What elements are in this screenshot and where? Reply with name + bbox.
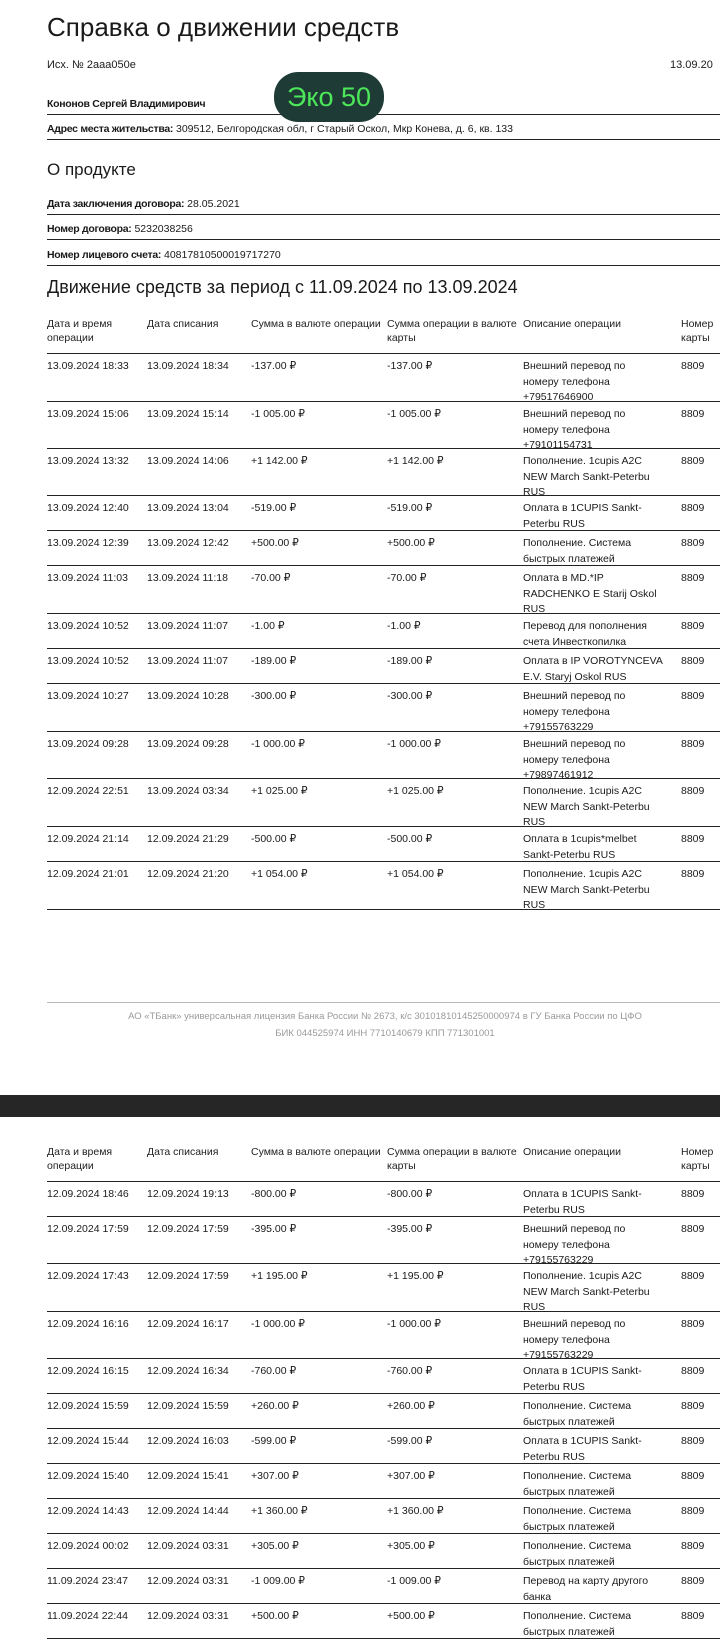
cell-amount-card: -395.00 ₽ — [387, 1223, 433, 1235]
table-row — [47, 684, 720, 732]
cell-amount-op: -1.00 ₽ — [251, 620, 285, 632]
cell-description: Внешний перевод по номеру телефона +79101154731 — [523, 408, 626, 451]
cell-card-number: 8809 — [681, 1270, 705, 1282]
overlay-badge: Эко 50 — [274, 72, 384, 122]
cell-amount-card: +500.00 ₽ — [387, 1610, 435, 1622]
cell-description: Пополнение. 1cupis A2C NEW March Sankt-Peterbu RUS — [523, 785, 650, 828]
table-row — [47, 1464, 720, 1499]
contract-number-value: 5232038256 — [134, 223, 193, 235]
cell-description: Пополнение. Система быстрых платежей — [523, 1540, 632, 1568]
table-row — [47, 449, 720, 496]
cell-card-number: 8809 — [681, 1400, 705, 1412]
cell-card-number: 8809 — [681, 572, 705, 584]
table-row — [47, 566, 720, 614]
cell-amount-card: +1 142.00 ₽ — [387, 455, 444, 467]
cell-op-datetime: 12.09.2024 21:14 — [47, 833, 129, 845]
table-row — [47, 1569, 720, 1604]
table-row — [47, 732, 720, 779]
cell-op-datetime: 13.09.2024 12:39 — [47, 537, 129, 549]
cell-op-datetime: 13.09.2024 09:28 — [47, 738, 129, 750]
contract-date-row — [47, 198, 720, 215]
cell-debit-date: 13.09.2024 09:28 — [147, 738, 229, 750]
table-header — [47, 317, 720, 354]
cell-op-datetime: 12.09.2024 16:16 — [47, 1318, 129, 1330]
cell-card-number: 8809 — [681, 1435, 705, 1447]
cell-card-number: 8809 — [681, 868, 705, 880]
cell-op-datetime: 13.09.2024 11:03 — [47, 572, 128, 584]
cell-op-datetime: 13.09.2024 10:52 — [47, 620, 129, 632]
account-value: 40817810500019717270 — [163, 249, 281, 261]
table-row — [47, 1429, 720, 1464]
cell-card-number: 8809 — [681, 1365, 705, 1377]
cell-description: Пополнение. 1cupis A2C NEW March Sankt-Peterbu RUS — [523, 455, 650, 498]
cell-amount-card: -189.00 ₽ — [387, 655, 433, 667]
cell-description: Оплата в IP VOROTYNCEVA E.V. Staryj Oskol RUS — [523, 655, 663, 683]
table-body — [47, 1182, 720, 1639]
cell-amount-card: +1 025.00 ₽ — [387, 785, 444, 797]
cell-card-number: 8809 — [681, 537, 705, 549]
table-row — [47, 1604, 720, 1639]
cell-description: Пополнение. Система быстрых платежей — [523, 537, 632, 565]
cell-debit-date: 12.09.2024 21:29 — [147, 833, 229, 845]
table-row — [47, 1264, 720, 1312]
table-row — [47, 649, 720, 684]
document-date: 13.09.20 — [670, 59, 713, 71]
table-row — [47, 354, 720, 402]
cell-op-datetime: 12.09.2024 00:02 — [47, 1540, 129, 1552]
transactions-table-continued — [47, 1145, 720, 1639]
header-op-datetime: Дата и время операции — [47, 318, 113, 344]
cell-debit-date: 13.09.2024 11:18 — [147, 572, 228, 584]
cell-amount-op: +1 195.00 ₽ — [251, 1270, 308, 1282]
cell-amount-op: -1 009.00 ₽ — [251, 1575, 305, 1587]
table-row — [47, 1217, 720, 1264]
header-amount-card: Сумма операции в валюте карты — [387, 318, 517, 344]
cell-op-datetime: 12.09.2024 15:40 — [47, 1470, 129, 1482]
cell-debit-date: 12.09.2024 03:31 — [147, 1575, 229, 1587]
cell-debit-date: 12.09.2024 16:17 — [147, 1318, 229, 1330]
cell-debit-date: 13.09.2024 15:14 — [147, 408, 229, 420]
cell-description: Пополнение. Система быстрых платежей — [523, 1400, 632, 1428]
cell-debit-date: 12.09.2024 15:41 — [147, 1470, 229, 1482]
cell-card-number: 8809 — [681, 1470, 705, 1482]
contract-date-label: Дата заключения договора: — [47, 198, 185, 210]
table-row — [47, 1534, 720, 1569]
cell-amount-op: -395.00 ₽ — [251, 1223, 297, 1235]
cell-amount-card: -760.00 ₽ — [387, 1365, 433, 1377]
cell-amount-card: +260.00 ₽ — [387, 1400, 435, 1412]
cell-description: Пополнение. Система быстрых платежей — [523, 1610, 632, 1638]
table-row — [47, 496, 720, 531]
cell-debit-date: 12.09.2024 17:59 — [147, 1270, 229, 1282]
cell-card-number: 8809 — [681, 785, 705, 797]
footer-line-1: АО «ТБанк» универсальная лицензия Банка России № 2673, к/с 30101810145250000974 в ГУ Банка России по ЦФО — [128, 1011, 642, 1022]
cell-op-datetime: 11.09.2024 22:44 — [47, 1610, 128, 1622]
product-section-title: О продукте — [47, 160, 136, 179]
header-description: Описание операции — [523, 318, 622, 330]
cell-card-number: 8809 — [681, 833, 705, 845]
cell-debit-date: 13.09.2024 03:34 — [147, 785, 229, 797]
cell-debit-date: 12.09.2024 14:44 — [147, 1505, 229, 1517]
account-number-row — [47, 249, 720, 266]
footer-divider — [47, 1002, 720, 1003]
cell-description: Оплата в 1CUPIS Sankt-Peterbu RUS — [523, 1365, 642, 1393]
cell-amount-op: -1 005.00 ₽ — [251, 408, 305, 420]
contract-number-row — [47, 223, 720, 240]
cell-op-datetime: 13.09.2024 13:32 — [47, 455, 129, 467]
cell-card-number: 8809 — [681, 502, 705, 514]
cell-debit-date: 12.09.2024 16:34 — [147, 1365, 229, 1377]
cell-op-datetime: 12.09.2024 21:01 — [47, 868, 129, 880]
cell-amount-card: -599.00 ₽ — [387, 1435, 433, 1447]
table-row — [47, 779, 720, 827]
cell-description: Оплата в 1CUPIS Sankt-Peterbu RUS — [523, 1188, 642, 1216]
cell-amount-card: -1 000.00 ₽ — [387, 1318, 441, 1330]
cell-debit-date: 13.09.2024 12:42 — [147, 537, 229, 549]
address-value: 309512, Белгородская обл, г Старый Оскол, Мкр Конева, д. 6, кв. 133 — [176, 123, 513, 135]
cell-description: Внешний перевод по номеру телефона +79155763229 — [523, 1223, 626, 1266]
table-header — [47, 1145, 720, 1182]
cell-amount-card: -519.00 ₽ — [387, 502, 433, 514]
cell-op-datetime: 13.09.2024 18:33 — [47, 360, 129, 372]
reference-number: Исх. № 2aaa050e — [47, 59, 136, 71]
cell-debit-date: 13.09.2024 10:28 — [147, 690, 229, 702]
cell-debit-date: 12.09.2024 03:31 — [147, 1610, 229, 1622]
cell-amount-op: +1 054.00 ₽ — [251, 868, 308, 880]
cell-amount-card: -1 000.00 ₽ — [387, 738, 441, 750]
cell-amount-op: -519.00 ₽ — [251, 502, 297, 514]
header-description: Описание операции — [523, 1146, 622, 1158]
cell-amount-op: +1 025.00 ₽ — [251, 785, 308, 797]
cell-description: Оплата в MD.*IP RADCHENKO E Starij Oskol RUS — [523, 572, 657, 615]
cell-amount-op: -760.00 ₽ — [251, 1365, 297, 1377]
period-title: Движение средств за период с 11.09.2024 по 13.09.2024 — [47, 277, 518, 297]
account-label: Номер лицевого счета: — [47, 249, 162, 261]
cell-amount-op: +260.00 ₽ — [251, 1400, 299, 1412]
header-card: Номер карты — [681, 318, 714, 344]
cell-amount-card: -1 005.00 ₽ — [387, 408, 441, 420]
cell-description: Оплата в 1cupis*melbet Sankt-Peterbu RUS — [523, 833, 637, 861]
cell-op-datetime: 12.09.2024 15:59 — [47, 1400, 129, 1412]
statement-page-2 — [0, 1117, 720, 1640]
bank-footer — [80, 1008, 690, 1042]
table-body — [47, 354, 720, 910]
cell-op-datetime: 13.09.2024 10:27 — [47, 690, 129, 702]
cell-card-number: 8809 — [681, 408, 705, 420]
cell-debit-date: 12.09.2024 19:13 — [147, 1188, 229, 1200]
cell-card-number: 8809 — [681, 655, 705, 667]
cell-amount-op: -800.00 ₽ — [251, 1188, 297, 1200]
cell-card-number: 8809 — [681, 1318, 705, 1330]
table-row — [47, 1359, 720, 1394]
table-row — [47, 862, 720, 910]
cell-debit-date: 12.09.2024 16:03 — [147, 1435, 229, 1447]
table-row — [47, 1312, 720, 1359]
cell-debit-date: 13.09.2024 11:07 — [147, 620, 228, 632]
cell-amount-op: -500.00 ₽ — [251, 833, 297, 845]
cell-card-number: 8809 — [681, 360, 705, 372]
cell-description: Внешний перевод по номеру телефона +79155763229 — [523, 690, 626, 733]
cell-card-number: 8809 — [681, 620, 705, 632]
cell-op-datetime: 12.09.2024 14:43 — [47, 1505, 129, 1517]
client-name: Кононов Сергей Владимирович — [47, 98, 206, 110]
cell-debit-date: 12.09.2024 21:20 — [147, 868, 229, 880]
table-row — [47, 402, 720, 449]
cell-card-number: 8809 — [681, 738, 705, 750]
cell-amount-op: -1 000.00 ₽ — [251, 1318, 305, 1330]
cell-description: Пополнение. 1cupis A2C NEW March Sankt-Peterbu RUS — [523, 868, 650, 911]
contract-date-value: 28.05.2021 — [187, 198, 240, 210]
cell-debit-date: 13.09.2024 14:06 — [147, 455, 229, 467]
cell-amount-op: -137.00 ₽ — [251, 360, 297, 372]
cell-op-datetime: 12.09.2024 18:46 — [47, 1188, 129, 1200]
cell-card-number: 8809 — [681, 1505, 705, 1517]
header-amount-op: Сумма в валюте операции — [251, 1146, 381, 1158]
cell-amount-card: -70.00 ₽ — [387, 572, 427, 584]
cell-debit-date: 13.09.2024 18:34 — [147, 360, 229, 372]
cell-debit-date: 12.09.2024 03:31 — [147, 1540, 229, 1552]
table-row — [47, 1499, 720, 1534]
cell-amount-op: +305.00 ₽ — [251, 1540, 299, 1552]
cell-debit-date: 13.09.2024 13:04 — [147, 502, 229, 514]
header-card: Номер карты — [681, 1146, 714, 1172]
cell-op-datetime: 13.09.2024 12:40 — [47, 502, 129, 514]
cell-amount-op: +307.00 ₽ — [251, 1470, 299, 1482]
cell-card-number: 8809 — [681, 1540, 705, 1552]
cell-amount-card: +305.00 ₽ — [387, 1540, 435, 1552]
cell-description: Внешний перевод по номеру телефона +79517646900 — [523, 360, 626, 403]
cell-op-datetime: 12.09.2024 16:15 — [47, 1365, 129, 1377]
cell-amount-op: -70.00 ₽ — [251, 572, 291, 584]
cell-description: Внешний перевод по номеру телефона +79897461912 — [523, 738, 626, 781]
table-row — [47, 614, 720, 649]
contract-number-label: Номер договора: — [47, 223, 132, 235]
cell-card-number: 8809 — [681, 455, 705, 467]
cell-op-datetime: 12.09.2024 22:51 — [47, 785, 129, 797]
cell-amount-op: +1 360.00 ₽ — [251, 1505, 308, 1517]
transactions-table — [47, 317, 720, 910]
address-label: Адрес места жительства: — [47, 123, 174, 135]
cell-description: Пополнение. Система быстрых платежей — [523, 1470, 632, 1498]
cell-card-number: 8809 — [681, 1223, 705, 1235]
cell-amount-card: -1.00 ₽ — [387, 620, 421, 632]
table-row — [47, 1394, 720, 1429]
cell-amount-card: -300.00 ₽ — [387, 690, 433, 702]
cell-description: Оплата в 1CUPIS Sankt-Peterbu RUS — [523, 1435, 642, 1463]
cell-amount-op: -599.00 ₽ — [251, 1435, 297, 1447]
cell-amount-card: +1 054.00 ₽ — [387, 868, 444, 880]
cell-description: Перевод на карту другого банка — [523, 1575, 649, 1603]
table-row — [47, 1182, 720, 1217]
cell-op-datetime: 11.09.2024 23:47 — [47, 1575, 128, 1587]
header-debit-date: Дата списания — [147, 318, 219, 330]
cell-debit-date: 13.09.2024 11:07 — [147, 655, 228, 667]
cell-amount-card: +1 195.00 ₽ — [387, 1270, 444, 1282]
header-amount-card: Сумма операции в валюте карты — [387, 1146, 517, 1172]
table-row — [47, 827, 720, 862]
address-row — [47, 123, 720, 140]
cell-card-number: 8809 — [681, 690, 705, 702]
cell-amount-op: -300.00 ₽ — [251, 690, 297, 702]
cell-amount-op: +500.00 ₽ — [251, 1610, 299, 1622]
cell-op-datetime: 13.09.2024 15:06 — [47, 408, 129, 420]
cell-description: Внешний перевод по номеру телефона +79155763229 — [523, 1318, 626, 1361]
cell-amount-op: -1 000.00 ₽ — [251, 738, 305, 750]
table-row — [47, 531, 720, 566]
cell-debit-date: 12.09.2024 15:59 — [147, 1400, 229, 1412]
cell-description: Пополнение. Система быстрых платежей — [523, 1505, 632, 1533]
cell-amount-card: -1 009.00 ₽ — [387, 1575, 441, 1587]
cell-card-number: 8809 — [681, 1610, 705, 1622]
cell-amount-op: -189.00 ₽ — [251, 655, 297, 667]
page-separator — [0, 1095, 720, 1117]
cell-op-datetime: 12.09.2024 15:44 — [47, 1435, 129, 1447]
cell-description: Оплата в 1CUPIS Sankt-Peterbu RUS — [523, 502, 642, 530]
divider — [47, 114, 720, 115]
cell-amount-card: +307.00 ₽ — [387, 1470, 435, 1482]
header-amount-op: Сумма в валюте операции — [251, 318, 381, 330]
cell-card-number: 8809 — [681, 1188, 705, 1200]
cell-amount-card: -800.00 ₽ — [387, 1188, 433, 1200]
cell-amount-op: +1 142.00 ₽ — [251, 455, 308, 467]
cell-amount-card: +500.00 ₽ — [387, 537, 435, 549]
cell-op-datetime: 12.09.2024 17:43 — [47, 1270, 129, 1282]
cell-op-datetime: 12.09.2024 17:59 — [47, 1223, 129, 1235]
cell-amount-card: -500.00 ₽ — [387, 833, 433, 845]
cell-description: Пополнение. 1cupis A2C NEW March Sankt-Peterbu RUS — [523, 1270, 650, 1313]
cell-card-number: 8809 — [681, 1575, 705, 1587]
header-op-datetime: Дата и время операции — [47, 1146, 113, 1172]
cell-amount-card: +1 360.00 ₽ — [387, 1505, 444, 1517]
cell-amount-op: +500.00 ₽ — [251, 537, 299, 549]
cell-op-datetime: 13.09.2024 10:52 — [47, 655, 129, 667]
document-title: Справка о движении средств — [47, 12, 400, 42]
cell-description: Перевод для пополнения счета Инвесткопилка — [523, 620, 647, 648]
cell-amount-card: -137.00 ₽ — [387, 360, 433, 372]
cell-debit-date: 12.09.2024 17:59 — [147, 1223, 229, 1235]
header-debit-date: Дата списания — [147, 1146, 219, 1158]
footer-line-2: БИК 044525974 ИНН 7710140679 КПП 771301001 — [275, 1028, 495, 1039]
